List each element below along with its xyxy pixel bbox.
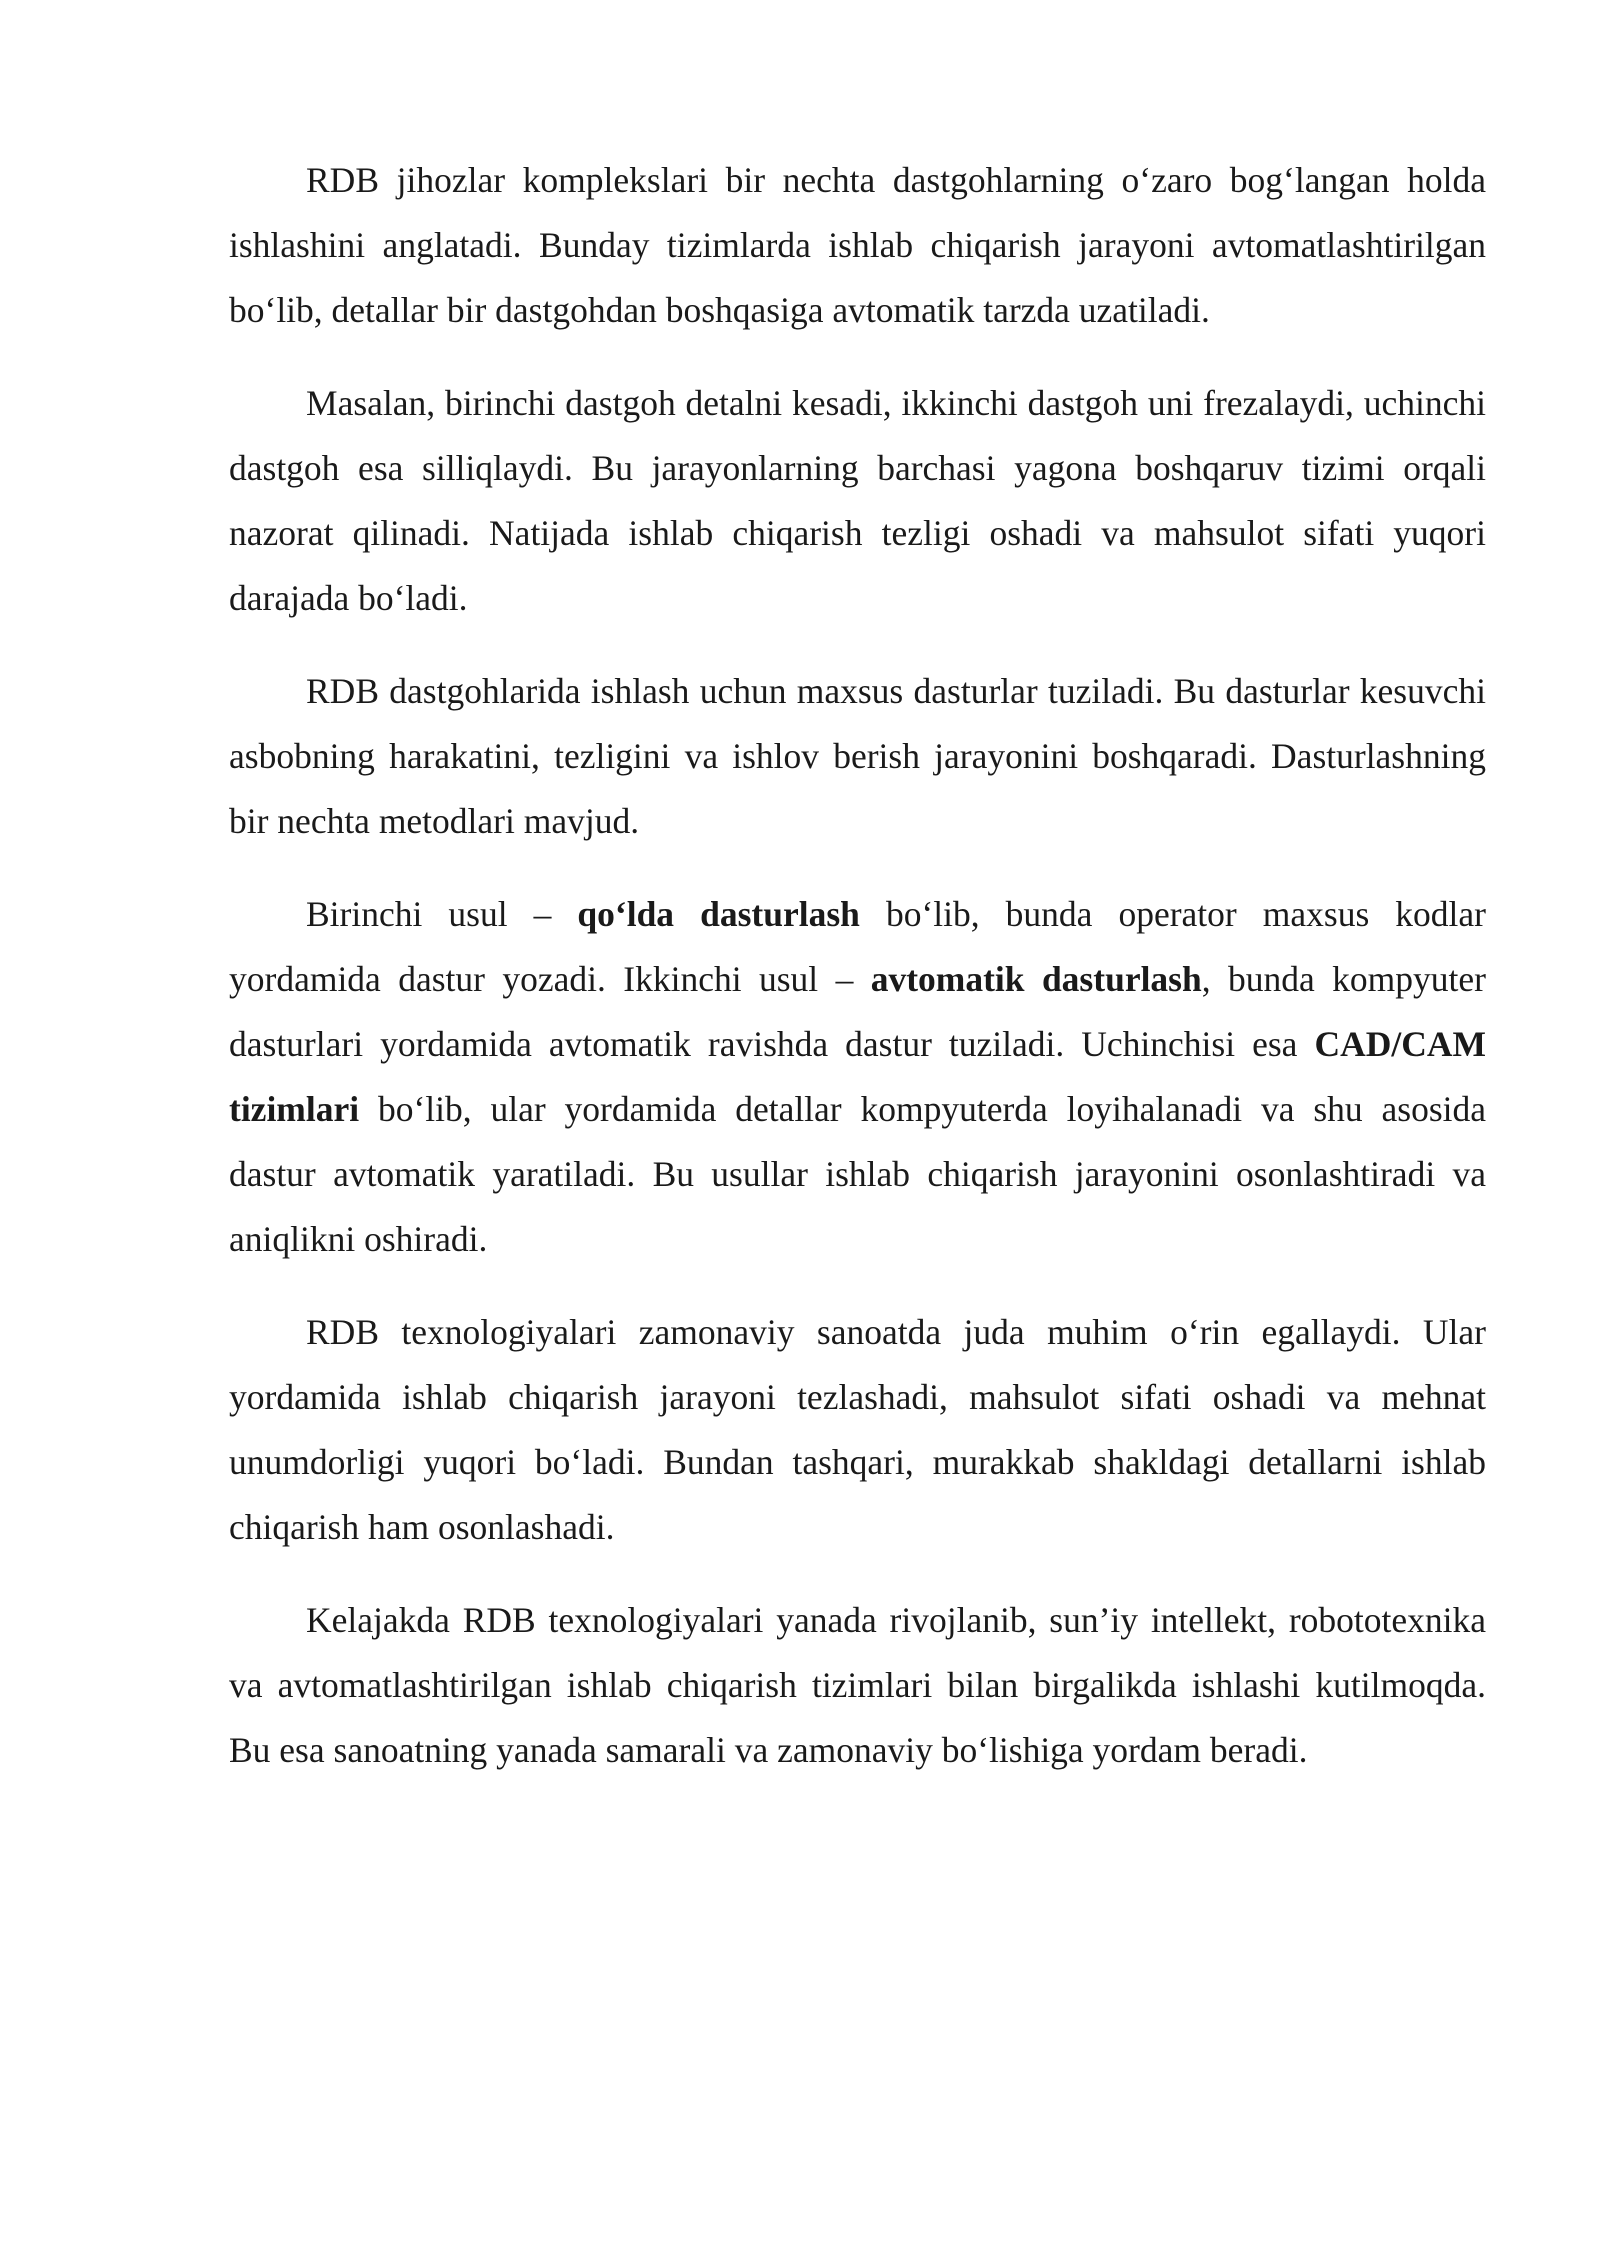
- document-body: [229, 148, 1486, 1811]
- paragraph-text: bo‘lib, bunda operator maxsus kodlar yordamida dastur yozadi. Ikkinchi usul –: [229, 894, 1486, 999]
- paragraph-text: RDB jihozlar komplekslari bir nechta dastgohlarning o‘zaro bog‘langan holda ishlashini anglatadi. Bunday tizimlarda ishlab chiqarish jarayoni avtomatlashtirilgan bo‘lib, detallar bir dastgohdan boshqasiga avtomatik tarzda uzatiladi.: [229, 160, 1486, 330]
- paragraph-text: , bunda kompyuter dasturlari yordamida avtomatik ravishda dastur tuziladi. Uchinchisi esa: [229, 959, 1486, 1064]
- bold-term-manual-programming: qo‘lda dasturlash: [577, 894, 860, 934]
- paragraph-5: [229, 1300, 1486, 1560]
- bold-term-cad-cam: CAD/CAM tizimlari: [229, 1024, 1486, 1129]
- paragraph-text: Masalan, birinchi dastgoh detalni kesadi, ikkinchi dastgoh uni frezalaydi, uchinchi dastgoh esa silliqlaydi. Bu jarayonlarning barchasi yagona boshqaruv tizimi orqali nazorat qilinadi. Natijada ishlab chiqarish tezligi oshadi va mahsulot sifati yuqori darajada bo‘ladi.: [229, 383, 1486, 618]
- paragraph-text: RDB texnologiyalari zamonaviy sanoatda juda muhim o‘rin egallaydi. Ular yordamida ishlab chiqarish jarayoni tezlashadi, mahsulot sifati oshadi va mehnat unumdorligi yuqori bo‘ladi. Bundan tashqari, murakkab shakldagi detallarni ishlab chiqarish ham osonlashadi.: [229, 1312, 1486, 1547]
- paragraph-text: Birinchi usul –: [306, 894, 578, 934]
- bold-term-automatic-programming: avtomatik dasturlash: [870, 959, 1202, 999]
- paragraph-6: [229, 1588, 1486, 1783]
- paragraph-3: [229, 659, 1486, 854]
- paragraph-text: bo‘lib, ular yordamida detallar kompyuterda loyihalanadi va shu asosida dastur avtomatik yaratiladi. Bu usullar ishlab chiqarish jarayonini osonlashtiradi va aniqlikni oshiradi.: [229, 1089, 1486, 1259]
- paragraph-4: [229, 882, 1486, 1272]
- paragraph-text: RDB dastgohlarida ishlash uchun maxsus dasturlar tuziladi. Bu dasturlar kesuvchi asbobning harakatini, tezligini va ishlov berish jarayonini boshqaradi. Dasturlashning bir nechta metodlari mavjud.: [229, 671, 1486, 841]
- paragraph-1: [229, 148, 1486, 343]
- paragraph-2: [229, 371, 1486, 631]
- paragraph-text: Kelajakda RDB texnologiyalari yanada rivojlanib, sun’iy intellekt, robototexnika va avtomatlashtirilgan ishlab chiqarish tizimlari bilan birgalikda ishlashi kutilmoqda. Bu esa sanoatning yanada samarali va zamonaviy bo‘lishiga yordam beradi.: [229, 1600, 1486, 1770]
